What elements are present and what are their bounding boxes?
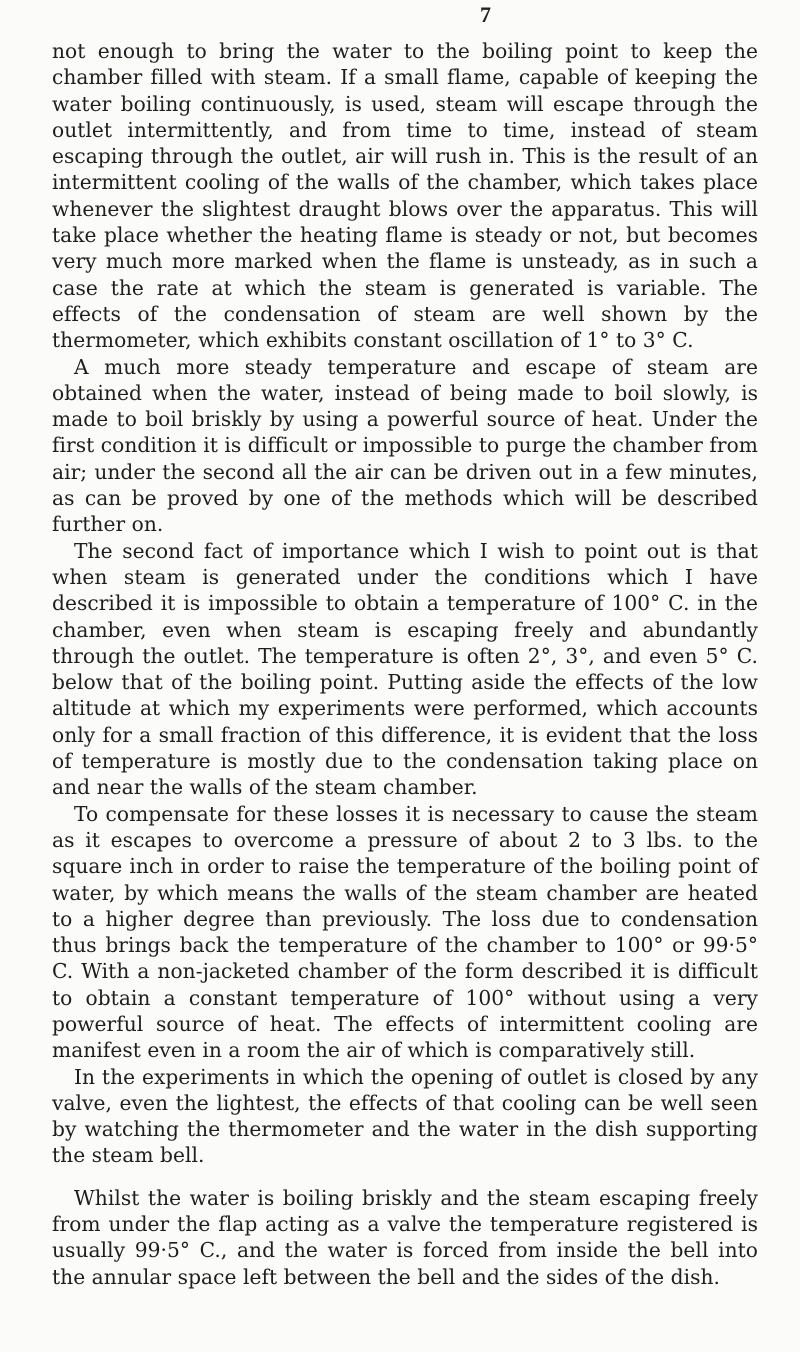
paragraph-2: A much more steady temperature and escape of steam are obtained when the water, instead of being made to boil slowly, is made to boil briskly by using a powerful source of heat. Under the first condition it is difficult or impossible to purge the chamber from air; under the second all the air can be driven out in a few minutes, as can be proved by one of the methods which will be described further on. [52, 354, 758, 537]
page-number: 7 [480, 2, 491, 27]
paragraph-3: The second fact of importance which I wish to point out is that when steam is generated under the conditions which I have described it is impossible to obtain a temperature of 100° C. in the chamber, even when steam is escaping freely and abundantly through the outlet. The temperature is often 2°, 3°, and even 5° C. below that of the boiling point. Putting aside the effects of the low altitude at which my experiments were performed, which accounts only for a small fraction of this difference, it is evident that the loss of temperature is mostly due to the condensation taking place on and near the walls of the steam chamber. [52, 538, 758, 800]
body-text [52, 38, 758, 1290]
paragraph-6: Whilst the water is boiling briskly and the steam escaping freely from under the flap acting as a valve the temperature registered is usually 99·5° C., and the water is forced from inside the bell into the annular space left between the bell and the sides of the dish. [52, 1185, 758, 1289]
paragraph-1: not enough to bring the water to the boiling point to keep the chamber filled with steam. If a small flame, capable of keeping the water boiling continuously, is used, steam will escape through the outlet intermittently, and from time to time, instead of steam escaping through the outlet, air will rush in. This is the result of an intermittent cooling of the walls of the chamber, which takes place whenever the slightest draught blows over the apparatus. This will take place whether the heating flame is steady or not, but becomes very much more marked when the flame is unsteady, as in such a case the rate at which the steam is generated is variable. The effects of the condensation of steam are well shown by the thermometer, which exhibits constant oscillation of 1° to 3° C. [52, 39, 758, 353]
paragraph-5: In the experiments in which the opening of outlet is closed by any valve, even the lightest, the effects of that cooling can be well seen by watching the thermometer and the water in the dish supporting the steam bell. [52, 1064, 758, 1168]
paragraph-4: To compensate for these losses it is necessary to cause the steam as it escapes to overcome a pressure of about 2 to 3 lbs. to the square inch in order to raise the temperature of the boiling point of water, by which means the walls of the steam chamber are heated to a higher degree than previously. The loss due to condensation thus brings back the temperature of the chamber to 100° or 99·5° C. With a non-jacketed chamber of the form described it is difficult to obtain a constant temperature of 100° without using a very powerful source of heat. The effects of intermittent cooling are manifest even in a room the air of which is comparatively still. [52, 801, 758, 1063]
